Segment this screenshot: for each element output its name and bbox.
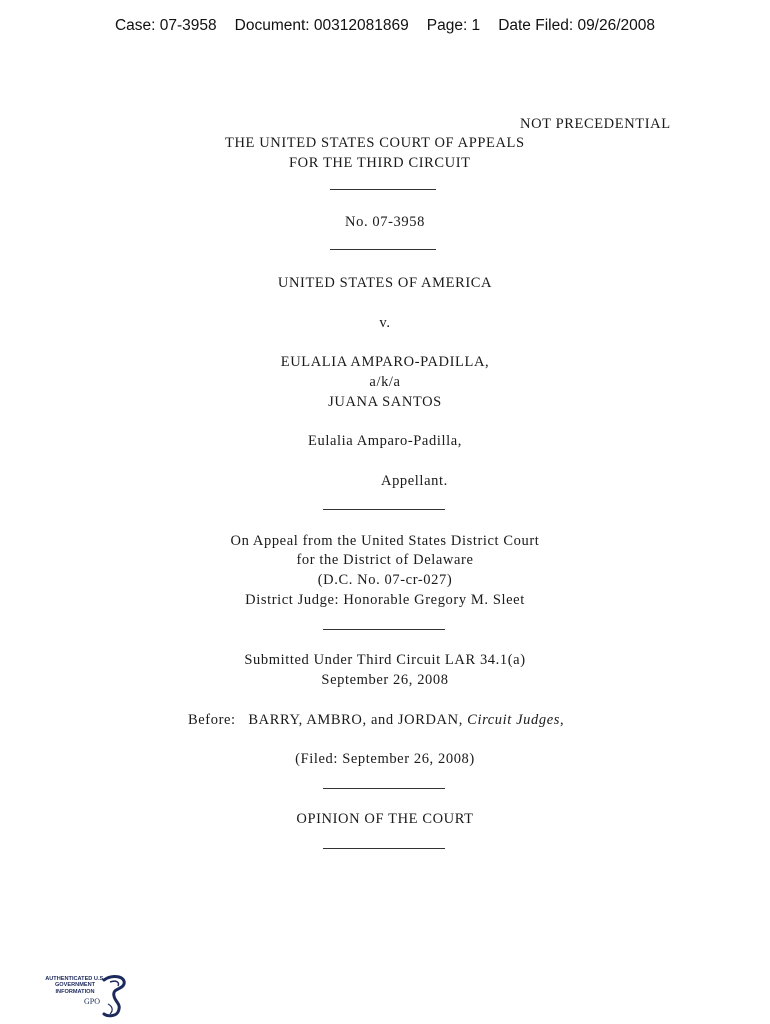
panel-suffix: , [560,712,565,728]
seal-text: AUTHENTICATED U.S. GOVERNMENT INFORMATION [45,976,105,995]
court-circuit: FOR THE THIRD CIRCUIT [289,155,471,171]
panel-judges: BARRY, AMBRO, and JORDAN, [248,712,463,728]
divider [323,848,445,849]
eagle-icon [100,974,130,1018]
document-number: Document: 00312081869 [234,17,409,34]
district-judge: District Judge: Honorable Gregory M. Sleet [245,592,525,608]
gpo-authentication-seal [42,974,132,1018]
page-number: Page: 1 [426,17,481,34]
submission-rule: Submitted Under Third Circuit LAR 34.1(a) [244,652,526,668]
defendant-aka: a/k/a [369,374,401,390]
divider [323,788,445,789]
divider [330,249,436,250]
defendant-alias: JUANA SANTOS [328,394,442,410]
plaintiff-name: UNITED STATES OF AMERICA [277,275,493,291]
case-number: Case: 07-3958 [114,17,217,34]
divider [323,629,445,630]
defendant-name: EULALIA AMPARO-PADILLA, [280,354,490,370]
divider [330,189,436,190]
page-header [0,17,770,35]
submission-date: September 26, 2008 [321,672,449,688]
appeal-origin: On Appeal from the United States District Court [230,533,540,549]
appeal-district: for the District of Delaware [296,552,474,568]
seal-gpo: GPO [84,997,101,1006]
judges-title: Circuit Judges [467,712,561,728]
appellant-role: Appellant. [381,473,448,489]
divider [323,509,445,510]
before-label: Before: [188,712,236,728]
versus: v. [379,315,391,331]
precedential-status: NOT PRECEDENTIAL [520,116,671,132]
appellant-name: Eulalia Amparo-Padilla, [308,433,462,449]
filed-date: (Filed: September 26, 2008) [295,751,475,767]
opinion-title: OPINION OF THE COURT [296,811,474,827]
court-name: THE UNITED STATES COURT OF APPEALS [225,135,525,151]
district-case-number: (D.C. No. 07-cr-027) [317,572,453,588]
docket-number: No. 07-3958 [345,214,425,230]
date-filed: Date Filed: 09/26/2008 [498,17,656,34]
panel-line [188,712,564,729]
